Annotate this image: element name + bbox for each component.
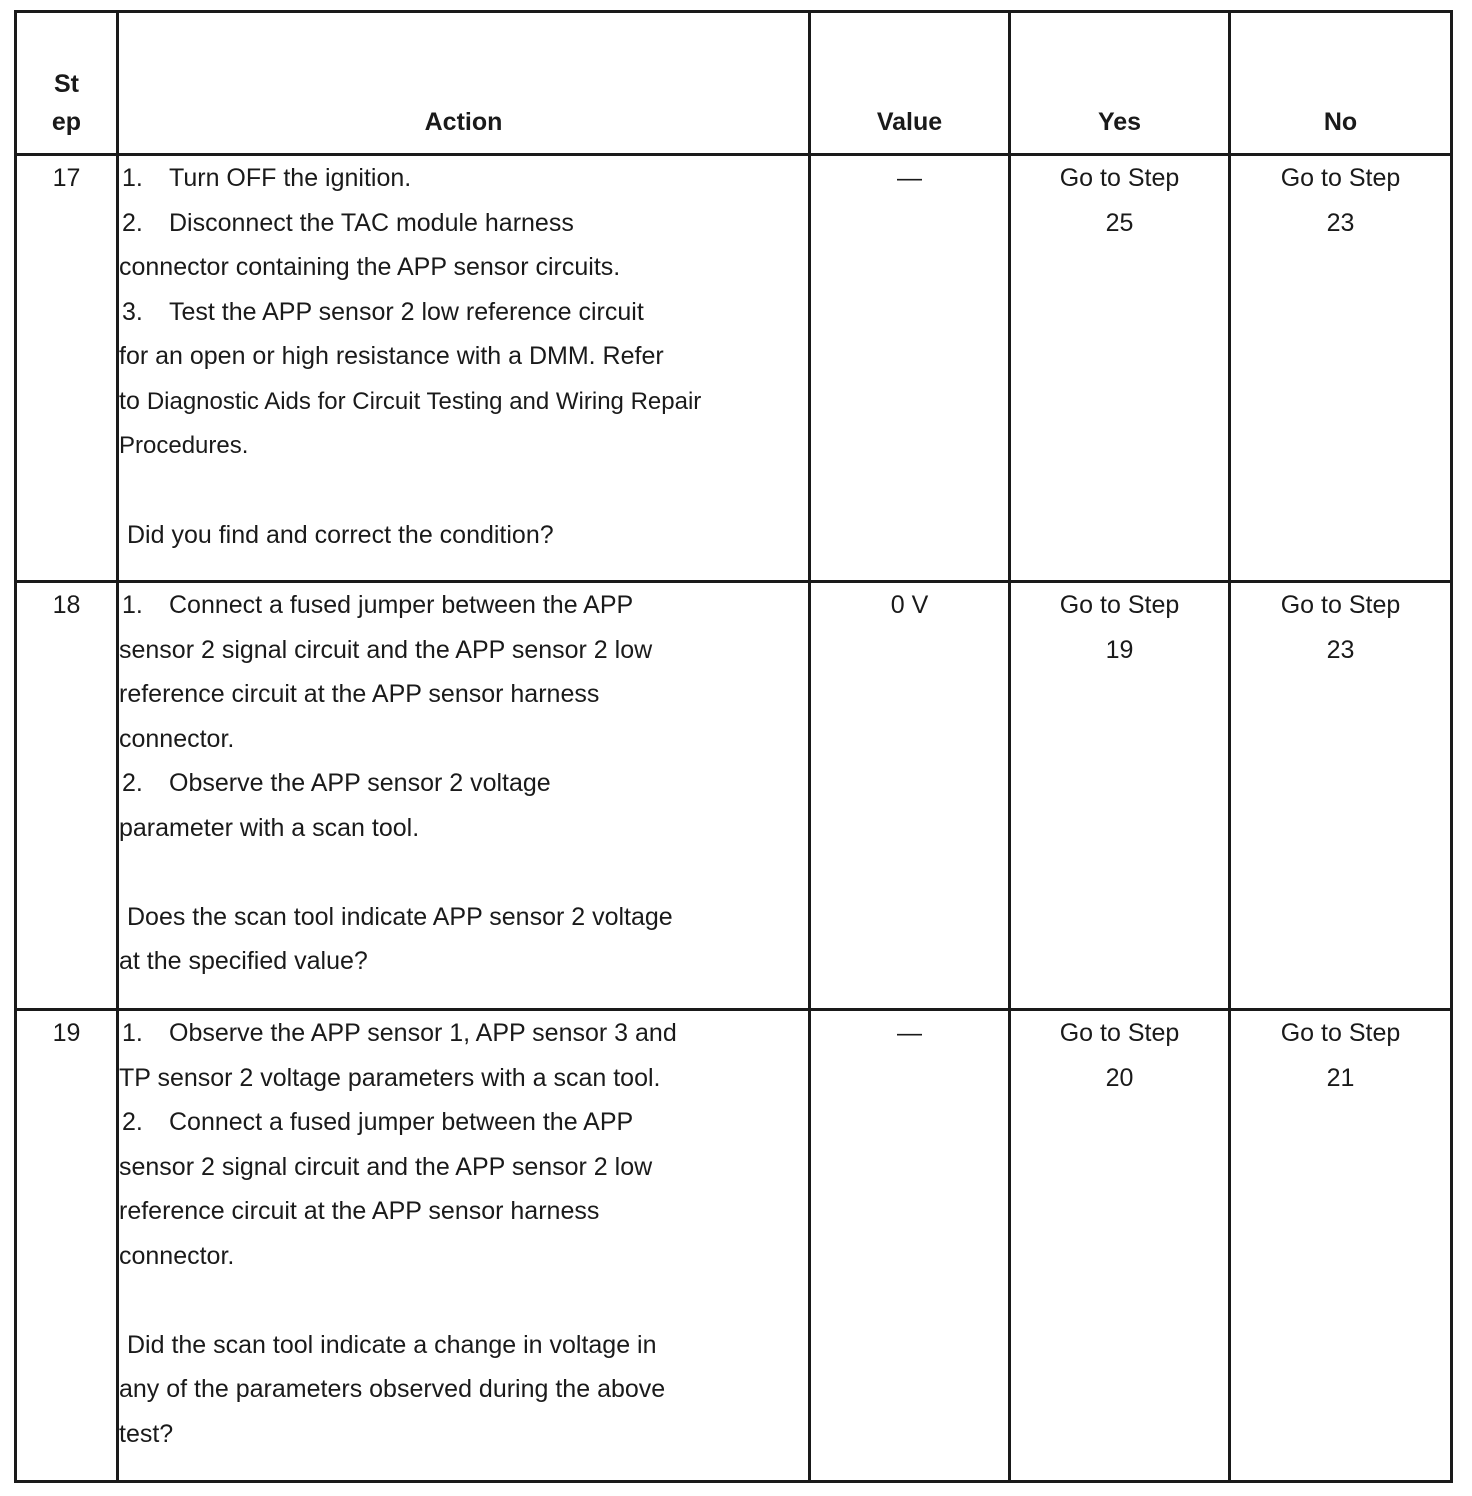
no-goto-label[interactable]: Go to Step bbox=[1280, 1019, 1401, 1047]
yes-cell bbox=[1010, 155, 1230, 582]
yes-cell bbox=[1010, 582, 1230, 1010]
step-header bbox=[16, 12, 118, 155]
diagnostic-table bbox=[14, 10, 1453, 1483]
action-line: connector. bbox=[119, 1241, 235, 1270]
action-line: sensor 2 signal circuit and the APP sensor 2 low bbox=[119, 635, 653, 664]
yes-goto-label[interactable]: Go to Step bbox=[1059, 164, 1180, 192]
yes-header: Yes bbox=[1010, 12, 1230, 155]
step-header-line2: ep bbox=[51, 108, 82, 136]
action-cell bbox=[118, 582, 810, 1010]
action-question: test? bbox=[119, 1419, 174, 1448]
table-row bbox=[16, 155, 1452, 582]
reference-link-cont[interactable]: Procedures. bbox=[119, 432, 249, 459]
action-line: reference circuit at the APP sensor harness bbox=[119, 680, 600, 708]
no-goto-label[interactable]: Go to Step bbox=[1280, 164, 1401, 192]
action-line: 2. Connect a fused jumper between the APP bbox=[122, 1108, 634, 1136]
value-cell: — bbox=[810, 1010, 1010, 1482]
yes-goto-step[interactable]: 25 bbox=[1105, 208, 1134, 237]
action-line: parameter with a scan tool. bbox=[119, 813, 420, 842]
yes-goto-step[interactable]: 19 bbox=[1105, 635, 1134, 664]
action-question: any of the parameters observed during the above bbox=[119, 1375, 666, 1403]
yes-goto-step[interactable]: 20 bbox=[1105, 1063, 1134, 1092]
no-goto-step[interactable]: 23 bbox=[1326, 635, 1355, 664]
action-line: connector containing the APP sensor circuits. bbox=[119, 253, 621, 281]
step-number: 19 bbox=[16, 1010, 118, 1482]
no-goto-step[interactable]: 23 bbox=[1326, 208, 1355, 237]
no-cell bbox=[1230, 155, 1452, 582]
yes-cell bbox=[1010, 1010, 1230, 1482]
no-goto-label[interactable]: Go to Step bbox=[1280, 591, 1401, 619]
action-line: to Diagnostic Aids for Circuit Testing and Wiring Repair bbox=[119, 386, 702, 415]
no-cell bbox=[1230, 1010, 1452, 1482]
action-line: connector. bbox=[119, 724, 235, 753]
value-cell: — bbox=[810, 155, 1010, 582]
no-header: No bbox=[1230, 12, 1452, 155]
action-cell bbox=[118, 155, 810, 582]
yes-goto-label[interactable]: Go to Step bbox=[1059, 591, 1180, 619]
action-line: 1. Observe the APP sensor 1, APP sensor 3 and bbox=[122, 1019, 677, 1047]
action-line: 3. Test the APP sensor 2 low reference circuit bbox=[122, 297, 644, 326]
action-question: Does the scan tool indicate APP sensor 2 voltage bbox=[127, 902, 673, 931]
action-question: Did the scan tool indicate a change in voltage in bbox=[127, 1330, 657, 1359]
yes-goto-label[interactable]: Go to Step bbox=[1059, 1019, 1180, 1047]
step-header-line1: St bbox=[54, 70, 79, 98]
action-header: Action bbox=[118, 12, 810, 155]
action-line: TP sensor 2 voltage parameters with a scan tool. bbox=[119, 1063, 661, 1092]
step-number: 18 bbox=[16, 582, 118, 1010]
value-cell: 0 V bbox=[810, 582, 1010, 1010]
action-line: for an open or high resistance with a DMM. Refer bbox=[119, 342, 664, 370]
step-number: 17 bbox=[16, 155, 118, 582]
action-line: 2. Disconnect the TAC module harness bbox=[122, 208, 574, 237]
no-goto-step[interactable]: 21 bbox=[1326, 1063, 1355, 1092]
action-line: sensor 2 signal circuit and the APP sensor 2 low bbox=[119, 1152, 653, 1181]
action-line: 1. Turn OFF the ignition. bbox=[122, 164, 412, 192]
action-line: 2. Observe the APP sensor 2 voltage bbox=[122, 769, 551, 797]
action-question: Did you find and correct the condition? bbox=[127, 521, 554, 549]
reference-link[interactable]: Diagnostic Aids for Circuit Testing and Wiring Repair bbox=[146, 387, 702, 415]
action-question: at the specified value? bbox=[119, 947, 368, 975]
table-row bbox=[16, 1010, 1452, 1482]
action-line: reference circuit at the APP sensor harness bbox=[119, 1197, 600, 1225]
value-header: Value bbox=[810, 12, 1010, 155]
table-row bbox=[16, 582, 1452, 1010]
header-row bbox=[16, 12, 1452, 155]
no-cell bbox=[1230, 582, 1452, 1010]
action-line: 1. Connect a fused jumper between the APP bbox=[122, 591, 634, 619]
action-cell bbox=[118, 1010, 810, 1482]
